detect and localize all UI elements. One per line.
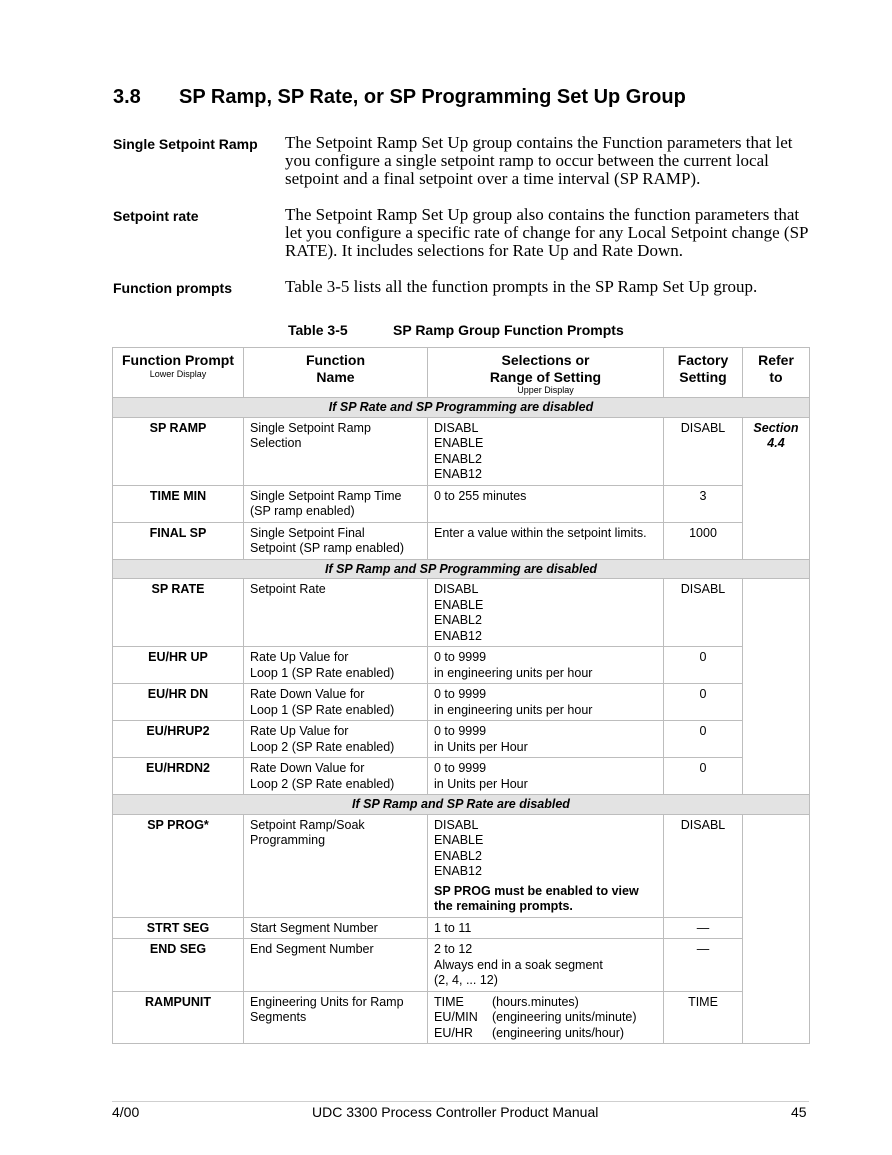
selection-line: 0 to 9999 (434, 761, 487, 775)
function-name-cell (244, 522, 428, 559)
selection-line: in Units per Hour (434, 776, 528, 791)
function-name-cell (244, 814, 428, 917)
table-row (113, 684, 810, 721)
table-group-header (113, 795, 810, 815)
section-heading (113, 86, 686, 109)
section-title: SP Ramp, SP Rate, or SP Programming Set Up Group (179, 86, 686, 108)
selection-line: ENAB12 (434, 628, 482, 643)
function-name-cell (244, 939, 428, 992)
selection-line (434, 1026, 657, 1042)
factory-setting-cell: TIME (664, 991, 743, 1044)
footer-page-number: 45 (791, 1104, 807, 1120)
selection-line (434, 1010, 657, 1026)
function-name-line: Loop 2 (SP Rate enabled) (250, 739, 395, 754)
table-group-header (113, 398, 810, 418)
factory-setting-cell: 0 (664, 647, 743, 684)
factory-setting-cell: — (664, 939, 743, 992)
function-name-cell (244, 758, 428, 795)
function-prompt-cell: SP RATE (113, 579, 244, 647)
function-name-cell (244, 991, 428, 1044)
function-name-cell (244, 417, 428, 485)
selections-cell (428, 684, 664, 721)
selection-line: in engineering units per hour (434, 702, 593, 717)
intro-text: Table 3-5 lists all the function prompts in the SP Ramp Set Up group. (285, 277, 758, 296)
table-row (113, 522, 810, 559)
selection-line: DISABL (434, 817, 479, 832)
table-caption-title: SP Ramp Group Function Prompts (393, 322, 624, 338)
factory-setting-cell: DISABL (664, 814, 743, 917)
header-function-name: Function Name (244, 348, 428, 398)
factory-setting-cell: 0 (664, 721, 743, 758)
function-name-line: Rate Up Value for (250, 650, 349, 664)
refer-section-number: 4.4 (767, 436, 785, 450)
function-name-line: Setpoint Rate (250, 582, 326, 596)
function-name-line: Single Setpoint Ramp Time (250, 488, 402, 503)
selection-line: Enter a value within the setpoint limits. (434, 525, 647, 540)
selection-note: SP PROG must be enabled to view the remaining prompts. (434, 883, 639, 913)
table-row (113, 814, 810, 917)
selection-line (434, 995, 657, 1011)
table-row (113, 485, 810, 522)
function-name-line: Setpoint (SP ramp enabled) (250, 541, 405, 555)
function-prompt-cell: EU/HRDN2 (113, 758, 244, 795)
function-name-cell (244, 721, 428, 758)
function-name-cell (244, 647, 428, 684)
refer-to-cell (743, 814, 810, 1044)
function-prompt-cell: END SEG (113, 939, 244, 992)
header-factory-setting: Factory Setting (664, 348, 743, 398)
function-name-line: Segments (250, 1010, 307, 1024)
selections-cell (428, 917, 664, 939)
selection-line: ENAB12 (434, 864, 482, 878)
function-prompt-cell: RAMPUNIT (113, 991, 244, 1044)
selection-line: ENABLE (434, 436, 484, 450)
footer-date: 4/00 (112, 1104, 140, 1120)
header-selections: Selections or Range of Setting Upper Display (428, 348, 664, 398)
refer-section: Section (753, 420, 799, 435)
function-name-line: Rate Down Value for (250, 761, 365, 775)
selections-cell (428, 579, 664, 647)
selections-cell (428, 522, 664, 559)
table-row (113, 991, 810, 1044)
selections-cell (428, 485, 664, 522)
group-condition: If SP Rate and SP Programming are disabled (113, 398, 810, 418)
table-row (113, 721, 810, 758)
intro-text: The Setpoint Ramp Set Up group also contains the function parameters that let you configure a specific rate of change for any Local Setpoint change (SP RATE). It includes selections for Rate Up and Rate Down. (285, 205, 808, 260)
factory-setting-cell: 0 (664, 758, 743, 795)
factory-setting-cell: 1000 (664, 522, 743, 559)
selection-line: ENABLE (434, 833, 484, 847)
selection-line: ENAB12 (434, 467, 482, 481)
function-name-line: Engineering Units for Ramp (250, 994, 404, 1009)
selections-cell (428, 939, 664, 992)
function-name-line: Loop 2 (SP Rate enabled) (250, 776, 395, 791)
selection-line: 1 to 11 (434, 920, 472, 935)
function-name-line: Rate Down Value for (250, 687, 365, 701)
function-prompt-cell: EU/HR DN (113, 684, 244, 721)
header-subtitle: Upper Display (517, 385, 574, 395)
table-caption (288, 322, 624, 338)
function-name-line: Selection (250, 436, 302, 450)
intro-label: Function prompts (113, 280, 232, 296)
header-refer-to: Refer to (743, 348, 810, 398)
function-name-line: Single Setpoint Ramp (250, 420, 371, 435)
selections-cell (428, 721, 664, 758)
function-name-line: Programming (250, 833, 326, 847)
table-row (113, 758, 810, 795)
selection-description: (engineering units/minute) (492, 1010, 637, 1024)
factory-setting-cell: 3 (664, 485, 743, 522)
selections-cell (428, 758, 664, 795)
selection-line: ENABL2 (434, 848, 482, 863)
header-function-prompt: Function Prompt Lower Display (113, 348, 244, 398)
selection-line: DISABL (434, 420, 479, 435)
selection-line: (2, 4, ... 12) (434, 973, 498, 987)
refer-to-cell (743, 417, 810, 559)
table-caption-number: Table 3-5 (288, 322, 348, 338)
selection-line: DISABL (434, 582, 479, 596)
selections-cell (428, 991, 664, 1044)
selections-cell (428, 647, 664, 684)
function-name-cell (244, 579, 428, 647)
selection-line: Always end in a soak segment (434, 957, 603, 972)
function-name-line: (SP ramp enabled) (250, 504, 355, 518)
table-row (113, 917, 810, 939)
selection-line: 0 to 9999 (434, 650, 487, 664)
refer-to-cell (743, 579, 810, 795)
function-prompts-table (112, 347, 810, 1044)
function-prompt-cell: STRT SEG (113, 917, 244, 939)
selection-option: TIME (434, 994, 464, 1009)
function-name-line: Loop 1 (SP Rate enabled) (250, 665, 395, 680)
group-condition: If SP Ramp and SP Programming are disabled (113, 559, 810, 579)
factory-setting-cell: 0 (664, 684, 743, 721)
function-name-line: Setpoint Ramp/Soak (250, 817, 365, 832)
function-prompt-cell: EU/HR UP (113, 647, 244, 684)
factory-setting-cell: — (664, 917, 743, 939)
function-prompt-cell: FINAL SP (113, 522, 244, 559)
factory-setting-cell: DISABL (664, 417, 743, 485)
selections-cell (428, 814, 664, 917)
function-name-cell (244, 485, 428, 522)
table-row (113, 417, 810, 485)
function-name-line: Start Segment Number (250, 920, 378, 935)
table-header-row (113, 348, 810, 398)
table-row (113, 939, 810, 992)
function-prompt-cell: TIME MIN (113, 485, 244, 522)
table-row (113, 579, 810, 647)
selection-option: EU/MIN (434, 1010, 478, 1024)
header-subtitle: Lower Display (149, 368, 207, 379)
selection-line: 2 to 12 (434, 942, 473, 956)
intro-label: Setpoint rate (113, 208, 199, 224)
selection-line: in engineering units per hour (434, 665, 593, 680)
footer-manual-title: UDC 3300 Process Controller Product Manual (312, 1104, 599, 1120)
section-number: 3.8 (113, 86, 141, 108)
function-name-cell (244, 684, 428, 721)
function-name-cell (244, 917, 428, 939)
selection-description: (engineering units/hour) (492, 1025, 625, 1040)
selection-option: EU/HR (434, 1025, 473, 1040)
function-name-line: Single Setpoint Final (250, 525, 365, 540)
selection-line: ENABL2 (434, 613, 482, 627)
table-group-header (113, 559, 810, 579)
intro-text: The Setpoint Ramp Set Up group contains the Function parameters that let you configure a single setpoint ramp to occur between the current local setpoint and a final setpoint over a time interval (SP RAMP). (285, 133, 793, 188)
selections-cell (428, 417, 664, 485)
function-prompt-cell: SP PROG* (113, 814, 244, 917)
selection-line: 0 to 9999 (434, 724, 487, 738)
selection-description: (hours.minutes) (492, 994, 579, 1009)
table-row (113, 647, 810, 684)
factory-setting-cell: DISABL (664, 579, 743, 647)
function-name-line: End Segment Number (250, 942, 374, 956)
function-name-line: Rate Up Value for (250, 724, 349, 738)
selection-line: 0 to 255 minutes (434, 488, 527, 503)
footer-rule (112, 1101, 809, 1102)
intro-label: Single Setpoint Ramp (113, 136, 258, 152)
selection-line: 0 to 9999 (434, 687, 487, 701)
selection-line: ENABL2 (434, 451, 482, 466)
group-condition: If SP Ramp and SP Rate are disabled (113, 795, 810, 815)
function-name-line: Loop 1 (SP Rate enabled) (250, 702, 395, 717)
selection-line: ENABLE (434, 597, 484, 612)
function-prompt-cell: SP RAMP (113, 417, 244, 485)
selection-line: in Units per Hour (434, 739, 528, 754)
function-prompt-cell: EU/HRUP2 (113, 721, 244, 758)
